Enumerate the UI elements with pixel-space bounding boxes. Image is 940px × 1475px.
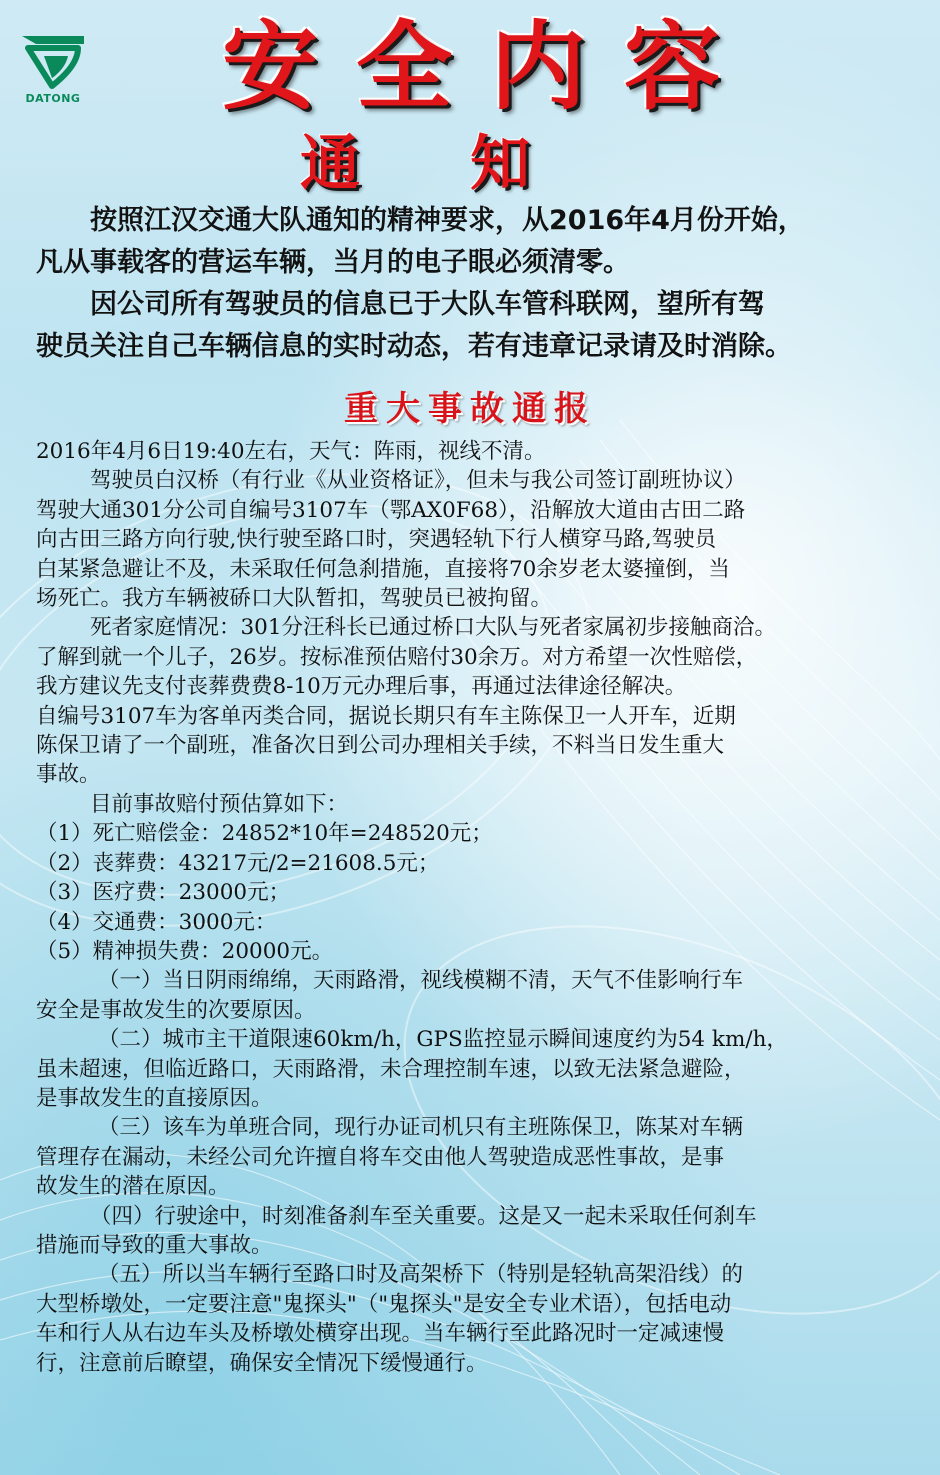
cause-line: 是事故发生的直接原因。 [36,1085,273,1111]
notice-line: 驶员关注自己车辆信息的实时动态，若有违章记录请及时消除。 [36,331,792,362]
report-line: 陈保卫请了一个副班，准备次日到公司办理相关手续，不料当日发生重大 [36,733,725,759]
report-line: 死者家庭情况：301分汪科长已通过桥口大队与死者家属初步接触商洽。 [90,615,777,641]
cause-line: 行，注意前后瞭望，确保安全情况下缓慢通行。 [36,1350,488,1376]
sub-title: 通知 [300,129,640,199]
cause-line: 管理存在漏动，未经公司允许擅自将车交由他人驾驶造成恶性事故，是事 [36,1144,725,1170]
report-line: 白某紧急避让不及，未采取任何急刹措施，直接将70余岁老太婆撞倒，当 [36,556,730,582]
cause-line: 安全是事故发生的次要原因。 [36,997,316,1023]
report-line: 我方建议先支付丧葬费费8-10万元办理后事，再通过法律途径解决。 [36,674,687,700]
report-line: 目前事故赔付预估算如下： [90,791,349,817]
cause-line: 大型桥墩处，一定要注意"鬼探头"（"鬼探头"是安全专业术语），包括电动 [36,1291,732,1317]
report-line: 事故。 [36,762,101,788]
notice-line: 因公司所有驾驶员的信息已于大队车管科联网，望所有驾 [90,289,765,320]
compensation-item: （2）丧葬费：43217元/2=21608.5元； [36,850,440,876]
report-line: 2016年4月6日19:40左右，天气：阵雨，视线不清。 [36,439,546,464]
report-title: 重大事故通报 [344,389,596,429]
notice-body [36,200,906,368]
cause-line: （一）当日阴雨绵绵，天雨路滑，视线模糊不清，天气不佳影响行车 [98,968,744,994]
cause-line: （二）城市主干道限速60km/h，GPS监控显示瞬间速度约为54 km/h， [98,1027,788,1053]
notice-paragraph [36,200,906,284]
report-line: 驾驶大通301分公司自编号3107车（鄂AX0F68），沿解放大道由古田二路 [36,497,746,523]
logo-text: DATONG [25,92,81,105]
cause-line: （四）行驶途中，时刻准备刹车至关重要。这是又一起未采取任何刹车 [90,1203,757,1229]
compensation-item: （1）死亡赔偿金：24852*10年=248520元； [36,821,493,847]
company-logo [18,30,88,108]
compensation-item: （3）医疗费：23000元； [36,880,291,906]
main-title: 安全内容 [222,11,758,123]
compensation-item: （4）交通费：3000元： [36,909,277,935]
cause-line: 车和行人从右边车头及桥墩处横穿出现。当车辆行至此路况时一定减速慢 [36,1321,725,1347]
report-line: 场死亡。我方车辆被硚口大队暂扣，驾驶员已被拘留。 [36,586,553,612]
report-line: 自编号3107车为客单丙类合同，据说长期只有车主陈保卫一人开车，近期 [36,703,736,729]
report-line: 了解到就一个儿子，26岁。按标准预估赔付30余万。对方希望一次性赔偿， [36,644,758,670]
cause-line: （五）所以当车辆行至路口时及高架桥下（特别是轻轨高架沿线）的 [98,1262,744,1288]
report-line: 向古田三路方向行驶,快行驶至路口时，突遇轻轨下行人横穿马路,驾驶员 [36,527,717,553]
cause-line: 虽未超速，但临近路口，天雨路滑，未合理控制车速，以致无法紧急避险， [36,1056,746,1082]
cause-line: （三）该车为单班合同，现行办证司机只有主班陈保卫，陈某对车辆 [98,1115,744,1141]
cause-line: 故发生的潜在原因。 [36,1174,230,1200]
notice-paragraph [36,284,906,368]
notice-line: 按照江汉交通大队通知的精神要求，从2016年4月份开始， [90,205,805,236]
report-body [36,437,916,1378]
datong-logo-icon [18,30,88,90]
notice-line: 凡从事载客的营运车辆，当月的电子眼必须清零。 [36,247,630,278]
report-line: 驾驶员白汉桥（有行业《从业资格证》，但未与我公司签订副班协议） [90,468,746,494]
cause-line: 措施而导致的重大事故。 [36,1232,273,1258]
compensation-item: （5）精神损失费：20000元。 [36,938,334,964]
